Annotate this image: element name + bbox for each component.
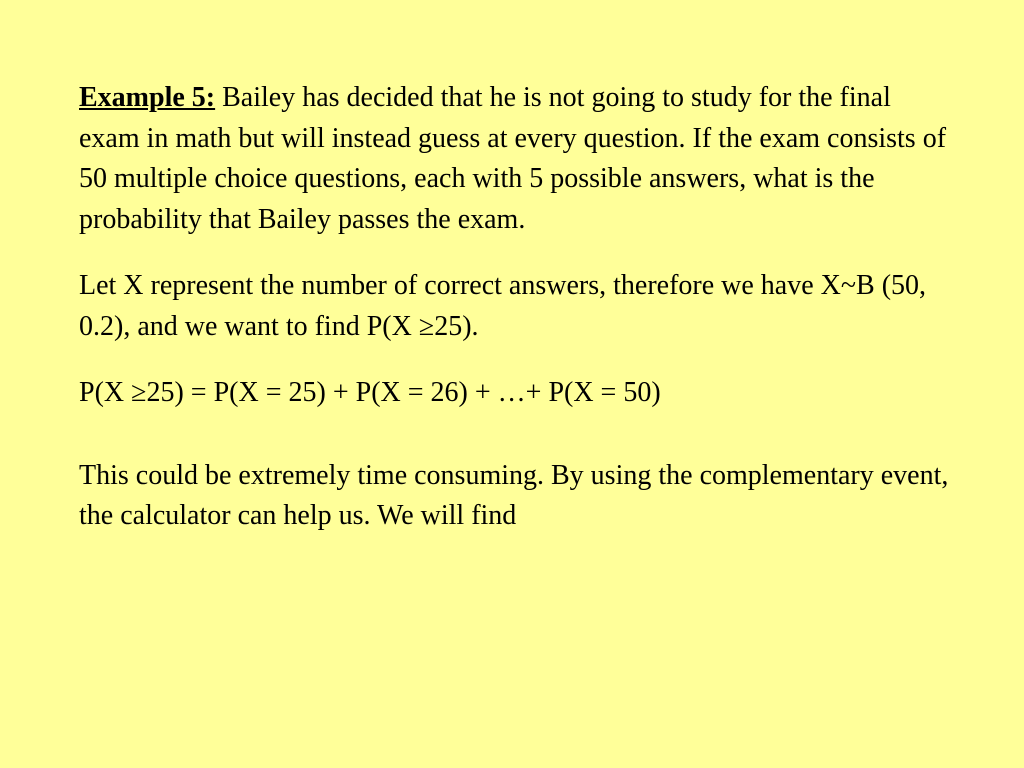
problem-statement (79, 78, 954, 240)
random-variable-definition: Let X represent the number of correct answers, therefore we have X~B (50, 0.2), and we want to find P(X ≥25). (79, 270, 927, 342)
example-heading: Example 5: (79, 82, 216, 113)
probability-equation: P(X ≥25) = P(X = 25) + P(X = 26) + …+ P(X = 50) (79, 377, 661, 408)
conclusion-text: This could be extremely time consuming. By using the complementary event, the calculator can help us. We will find (79, 459, 949, 531)
problem-text: Bailey has decided that he is not going to study for the final exam in math but will instead guess at every question. If the exam consists of 50 multiple choice questions, each with 5 possible answers, what is the probability that Bailey passes the exam. (79, 82, 947, 235)
